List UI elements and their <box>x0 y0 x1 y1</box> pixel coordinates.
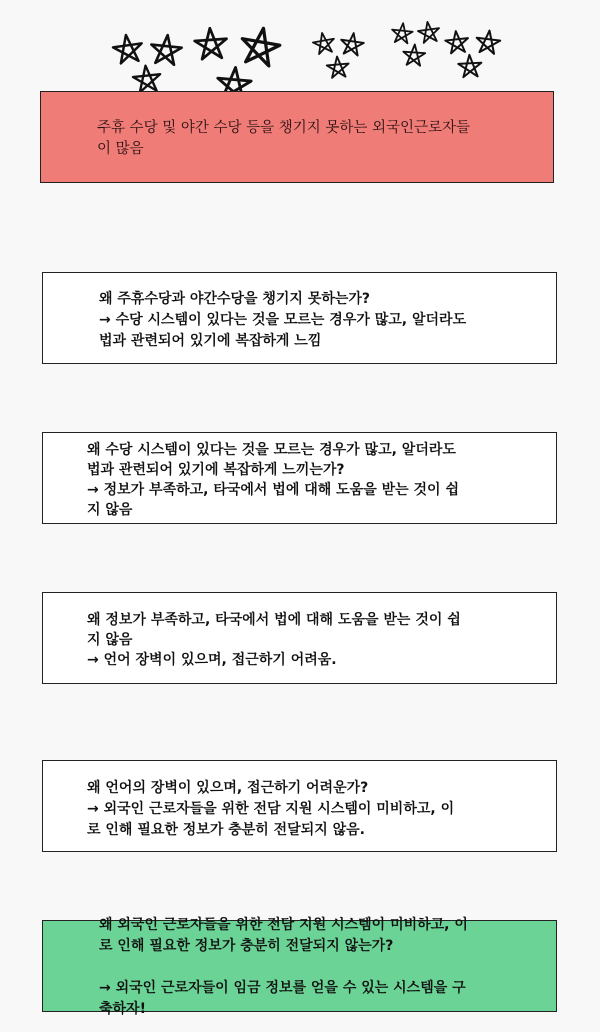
star-icon <box>417 20 441 43</box>
star-icon <box>150 33 183 65</box>
star-icon <box>132 64 162 93</box>
star-icon <box>112 33 144 64</box>
solution-text: 왜 외국인 근로자들을 위한 전담 지원 시스템이 미비하고, 이 로 인해 필요한 정보가 충분히 전달되지 않는가? → 외국인 근로자들이 임금 정보를 얻을 수 있는 시스템을 구 축하자! <box>99 917 468 1017</box>
star-icon <box>402 44 425 66</box>
why-text-2: 왜 수당 시스템이 있다는 것을 모르는 경우가 많고, 알더라도 법과 관련되어 있기에 복잡하게 느끼는가? → 정보가 부족하고, 타국에서 법에 대해 도움을 받는 것이 쉽 지 않음 <box>87 442 459 518</box>
solution-box <box>42 917 557 1017</box>
why-box-2 <box>42 432 557 524</box>
star-icon <box>326 56 350 79</box>
star-icon <box>194 27 228 59</box>
star-icon <box>238 25 282 67</box>
why-text-1: 왜 주휴수당과 야간수당을 챙기지 못하는가? → 수당 시스템이 있다는 것을 모르는 경우가 많고, 알더라도 법과 관련되어 있기에 복잡하게 느낌 <box>99 291 467 349</box>
why-box-4 <box>42 760 557 852</box>
star-icon <box>339 32 365 57</box>
star-icon <box>444 30 469 54</box>
why-text-3: 왜 정보가 부족하고, 타국에서 법에 대해 도움을 받는 것이 쉽 지 않음 → 언어 장벽이 있으며, 접근하기 어려움. <box>87 612 461 668</box>
why-box-1 <box>42 272 557 364</box>
star-icon <box>312 31 336 55</box>
star-icon <box>391 22 414 44</box>
why-box-3 <box>42 592 557 684</box>
star-icon <box>458 54 482 77</box>
star-icon <box>475 29 501 54</box>
problem-text: 주휴 수당 및 야간 수당 등을 챙기지 못하는 외국인근로자들 이 많음 <box>97 120 471 157</box>
why-text-4: 왜 언어의 장벽이 있으며, 접근하기 어려운가? → 외국인 근로자들을 위한 전담 지원 시스템이 미비하고, 이 로 인해 필요한 정보가 충분히 전달되지 않음. <box>87 780 455 838</box>
problem-box <box>40 91 554 183</box>
